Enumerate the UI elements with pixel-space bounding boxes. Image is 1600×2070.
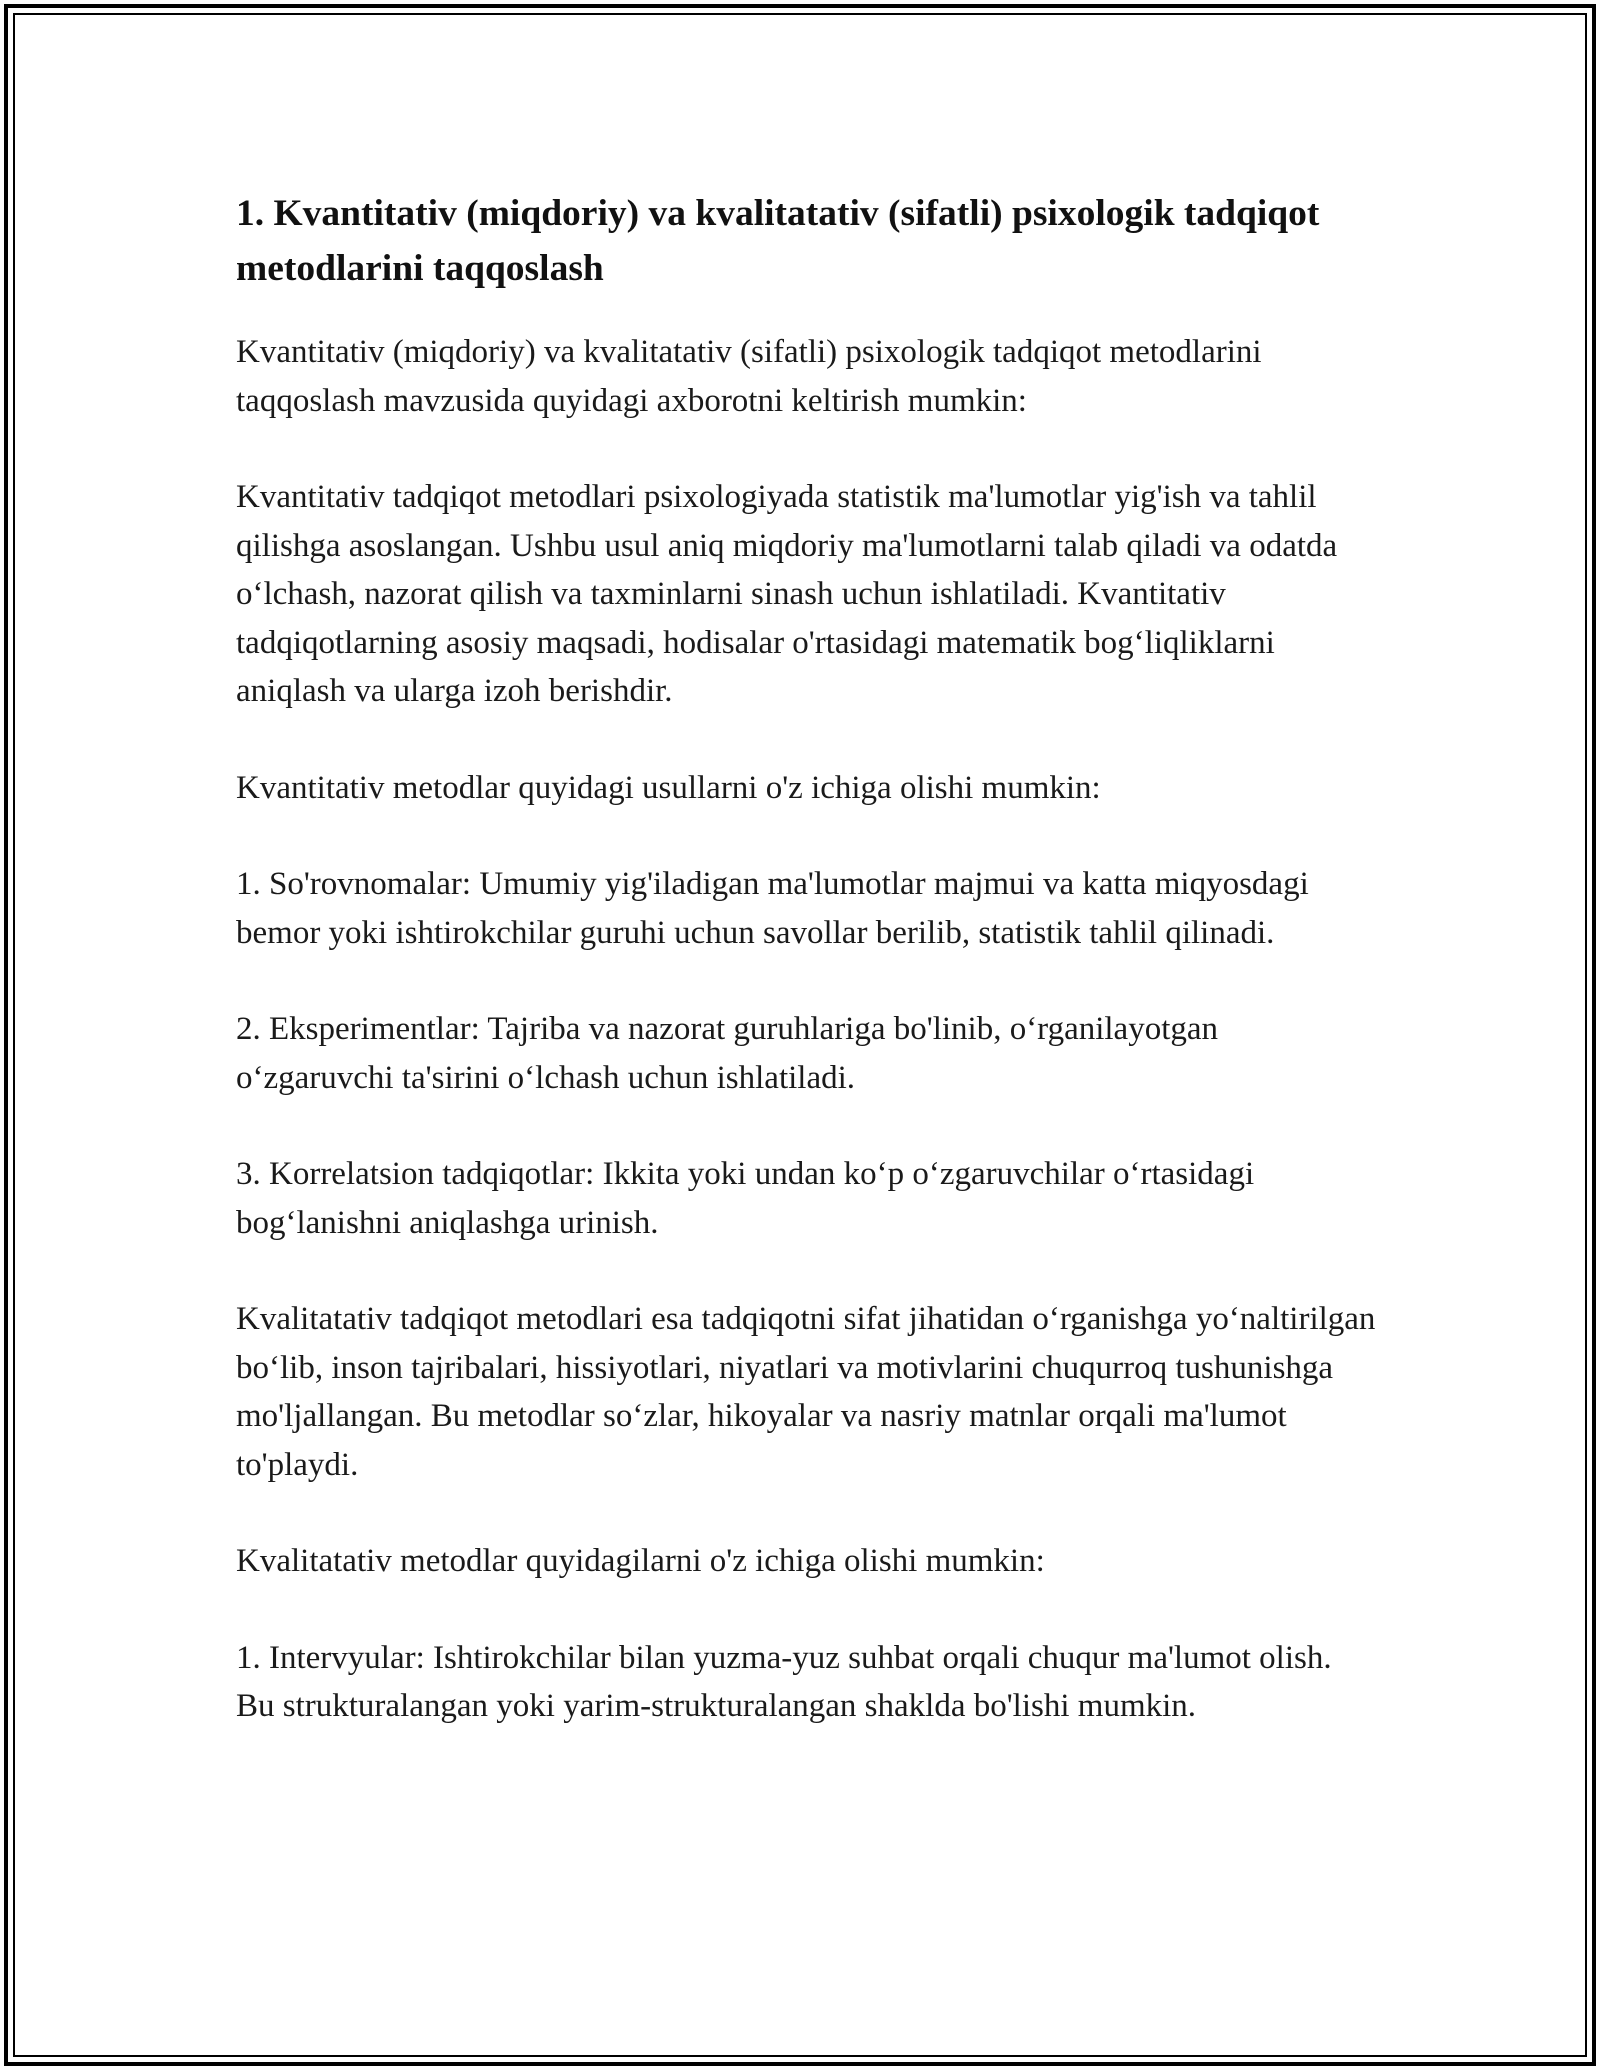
paragraph-qualitative-methods-lead: Kvalitatativ metodlar quyidagilarni o'z ichiga olishi mumkin: — [236, 1543, 1045, 1579]
list-item-experiments: 2. Eksperimentlar: Tajriba va nazorat guruhlariga bo'linib, o‘rganilayotgan o‘zgaruvchi ta'sirini o‘lchash uchun ishlatiladi. — [236, 1011, 1219, 1096]
list-item-interviews: 1. Intervyular: Ishtirokchilar bilan yuzma-yuz suhbat orqali chuqur ma'lumot olish. Bu strukturalangan yoki yarim-strukturalangan shaklda bo'lishi mumkin. — [236, 1639, 1332, 1724]
paragraph-quantitative-description: Kvantitativ tadqiqot metodlari psixologiyada statistik ma'lumotlar yig'ish va tahlil qilishga asoslangan. Ushbu usul aniq miqdoriy ma'lumotlarni talab qiladi va odatda o‘lchash, nazorat qilish va taxminlarni sinash uchun ishlatiladi. Kvantitativ tadqiqotlarning asosiy maqsadi, hodisalar o'rtasidagi matematik bog‘liqliklarni aniqlash va ularga izoh berishdir. — [236, 479, 1338, 709]
list-item-surveys: 1. So'rovnomalar: Umumiy yig'iladigan ma'lumotlar majmui va katta miqyosdagi bemor yoki ishtirokchilar guruhi uchun savollar berilib, statistik tahlil qilinadi. — [236, 866, 1309, 951]
paragraph-qualitative-description: Kvalitatativ tadqiqot metodlari esa tadqiqotni sifat jihatidan o‘rganishga yo‘naltirilgan bo‘lib, inson tajribalari, hissiyotlari, niyatlari va motivlarini chuqurroq tushunishga mo'ljallangan. Bu metodlar so‘zlar, hikoyalar va nasriy matnlar orqali ma'lumot to'playdi. — [236, 1301, 1376, 1483]
document-body — [236, 186, 1376, 1779]
paragraph-intro: Kvantitativ (miqdoriy) va kvalitatativ (sifatli) psixologik tadqiqot metodlarini taqqoslash mavzusida quyidagi axborotni keltirish mumkin: — [236, 334, 1262, 419]
document-title: 1. Kvantitativ (miqdoriy) va kvalitatativ (sifatli) psixologik tadqiqot metodlarini taqqoslash — [236, 193, 1320, 289]
list-item-correlational: 3. Korrelatsion tadqiqotlar: Ikkita yoki undan ko‘p o‘zgaruvchilar o‘rtasidagi bog‘lanishni aniqlashga urinish. — [236, 1156, 1255, 1241]
paragraph-quantitative-methods-lead: Kvantitativ metodlar quyidagi usullarni o'z ichiga olishi mumkin: — [236, 769, 1101, 806]
